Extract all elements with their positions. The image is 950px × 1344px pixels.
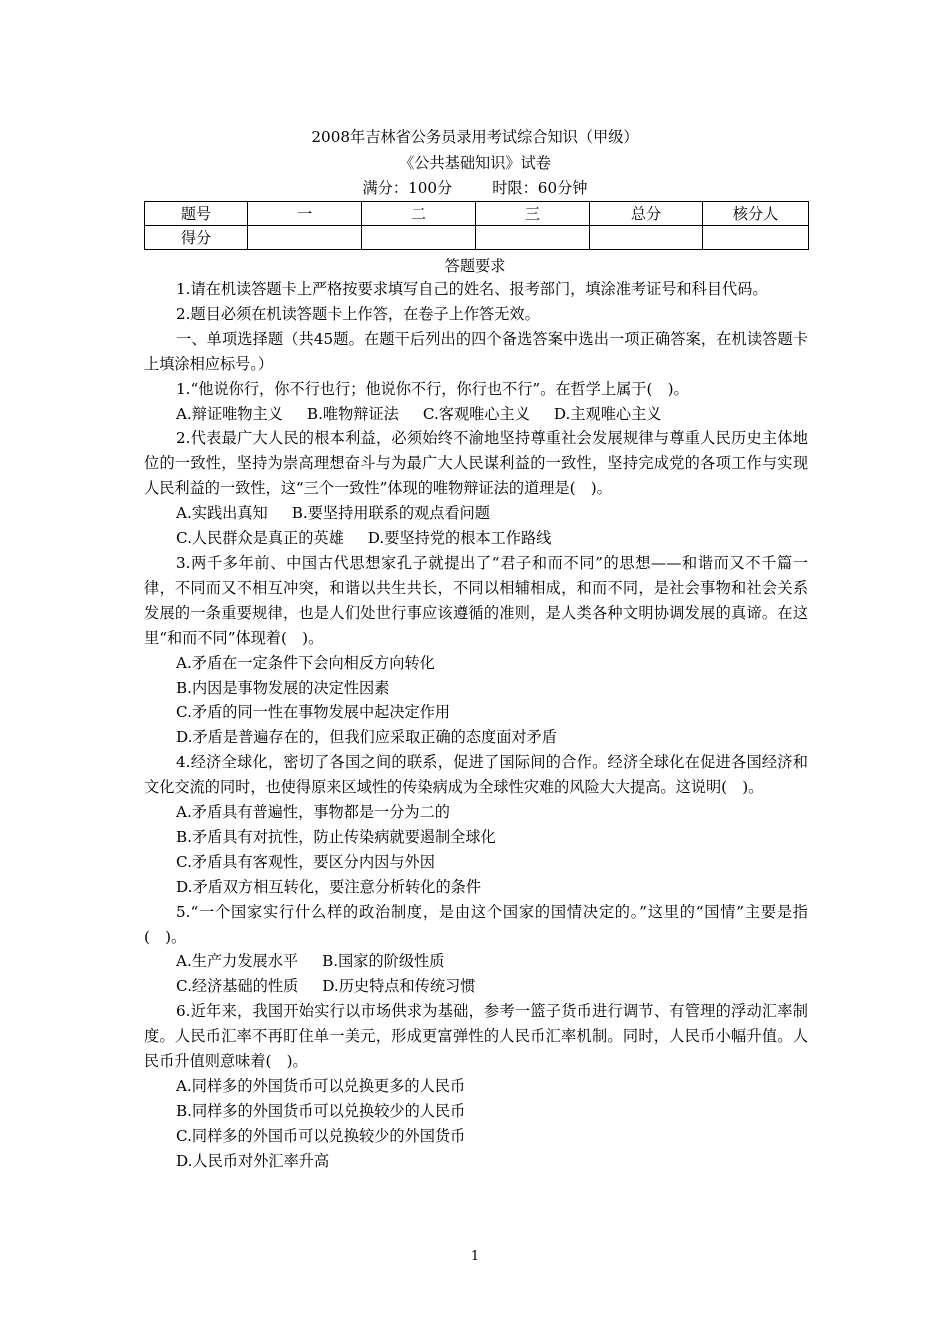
option: C.同样多的外国币可以兑换较少的外国货币 xyxy=(176,1126,466,1145)
option: D.矛盾双方相互转化，要注意分析转化的条件 xyxy=(176,877,482,896)
option: A.实践出真知 xyxy=(176,504,268,523)
exam-info xyxy=(0,177,950,198)
option: B.同样多的外国货币可以兑换较少的人民币 xyxy=(176,1101,466,1120)
score-table-score-row xyxy=(145,226,809,250)
option: D.矛盾是普遍存在的，但我们应采取正确的态度面对矛盾 xyxy=(176,728,557,747)
requirement-item: 2.题目必须在机读答题卡上作答，在卷子上作答无效。 xyxy=(176,304,540,323)
question-options xyxy=(144,526,808,551)
option: B.国家的阶级性质 xyxy=(322,952,445,971)
option: C.矛盾的同一性在事物发展中起决定作用 xyxy=(176,703,451,722)
question-options xyxy=(144,974,808,999)
option: D.主观唯心主义 xyxy=(553,404,662,423)
score-table-header: 核分人 xyxy=(703,202,809,226)
exam-body xyxy=(144,277,808,1174)
option: A.辩证唯物主义 xyxy=(176,404,283,423)
exam-subtitle: 《公共基础知识》试卷 xyxy=(399,154,551,172)
option: A.矛盾具有普遍性，事物都是一分为二的 xyxy=(176,803,450,822)
score-table-header: 三 xyxy=(476,202,590,226)
question-stem: 2.代表最广大人民的根本利益，必须始终不渝地坚持尊重社会发展规律与尊重人民历史主体地位的一致性，坚持为崇高理想奋斗与为最广大人民谋利益的一致性，坚持完成党的各项工作与实现人民利益的一致性，这“三个一致性”体现的唯物辩证法的道理是( )。 xyxy=(144,429,808,498)
score-row-label: 得分 xyxy=(145,226,248,250)
option: B.内因是事物发展的决定性因素 xyxy=(176,678,390,697)
question-stem: 5.“一个国家实行什么样的政治制度，是由这个国家的国情决定的。”这里的“国情”主要是指( )。 xyxy=(144,902,808,946)
score-cell xyxy=(703,226,809,250)
score-table-header: 总分 xyxy=(590,202,703,226)
option: D.历史特点和传统习惯 xyxy=(322,977,476,996)
question-stem: 6.近年来，我国开始实行以市场供求为基础，参考一篮子货币进行调节、有管理的浮动汇率制度。人民币汇率不再盯住单一美元，形成更富弹性的人民币汇率机制。同时，人民币小幅升值。人民币升值则意味着( )。 xyxy=(144,1002,808,1071)
score-cell xyxy=(590,226,703,250)
requirements-title: 答题要求 xyxy=(444,257,506,275)
option: B.矛盾具有对抗性，防止传染病就要遏制全球化 xyxy=(176,827,496,846)
option: C.矛盾具有客观性，要区分内因与外因 xyxy=(176,852,435,871)
page-number: 1 xyxy=(470,1249,480,1264)
question-options xyxy=(144,501,808,526)
question-stem: 4.经济全球化，密切了各国之间的联系，促进了国际间的合作。经济全球化在促进各国经济和文化交流的同时，也使得原来区域性的传染病成为全球性灾难的风险大大提高。这说明( )。 xyxy=(144,753,808,797)
score-table-header: 题号 xyxy=(145,202,248,226)
option: D.要坚持党的根本工作路线 xyxy=(367,529,552,548)
option: A.矛盾在一定条件下会向相反方向转化 xyxy=(176,653,435,672)
question-stem: 1.“他说你行，你不行也行；他说你不行，你行也不行”。在哲学上属于( )。 xyxy=(176,379,689,398)
option: A.生产力发展水平 xyxy=(176,952,299,971)
full-score: 满分：100分 xyxy=(362,179,453,197)
section-heading: 一、单项选择题（共45题。在题干后列出的四个备选答案中选出一项正确答案，在机读答题卡上填涂相应标号。） xyxy=(144,329,808,373)
question-options xyxy=(144,402,808,427)
option: B.要坚持用联系的观点看问题 xyxy=(291,504,490,523)
score-table-header: 一 xyxy=(248,202,362,226)
question-options xyxy=(144,949,808,974)
score-cell xyxy=(476,226,590,250)
time-limit: 时限：60分钟 xyxy=(492,179,588,197)
option: C.客观唯心主义 xyxy=(422,404,530,423)
option: C.人民群众是真正的英雄 xyxy=(176,529,344,548)
option: B.唯物辩证法 xyxy=(306,404,399,423)
question-stem: 3.两千多年前、中国古代思想家孔子就提出了“君子和而不同”的思想——和谐而又不千篇一律，不同而又不相互冲突，和谐以共生共长，不同以相辅相成，和而不同，是社会事物和社会关系发展的一条重要规律，也是人们处世行事应该遵循的准则，是人类各种文明协调发展的真谛。在这里“和而不同”体现着( )。 xyxy=(144,553,808,647)
score-table-header: 二 xyxy=(362,202,476,226)
score-cell xyxy=(362,226,476,250)
option: A.同样多的外国货币可以兑换更多的人民币 xyxy=(176,1077,466,1095)
requirement-item: 1.请在机读答题卡上严格按要求填写自己的姓名、报考部门，填涂准考证号和科目代码。 xyxy=(176,280,768,298)
score-cell xyxy=(248,226,362,250)
option: C.经济基础的性质 xyxy=(176,977,299,996)
score-table-header-row xyxy=(145,202,809,226)
option: D.人民币对外汇率升高 xyxy=(176,1151,330,1170)
score-table xyxy=(144,201,809,250)
exam-title: 2008年吉林省公务员录用考试综合知识（甲级） xyxy=(311,128,639,146)
